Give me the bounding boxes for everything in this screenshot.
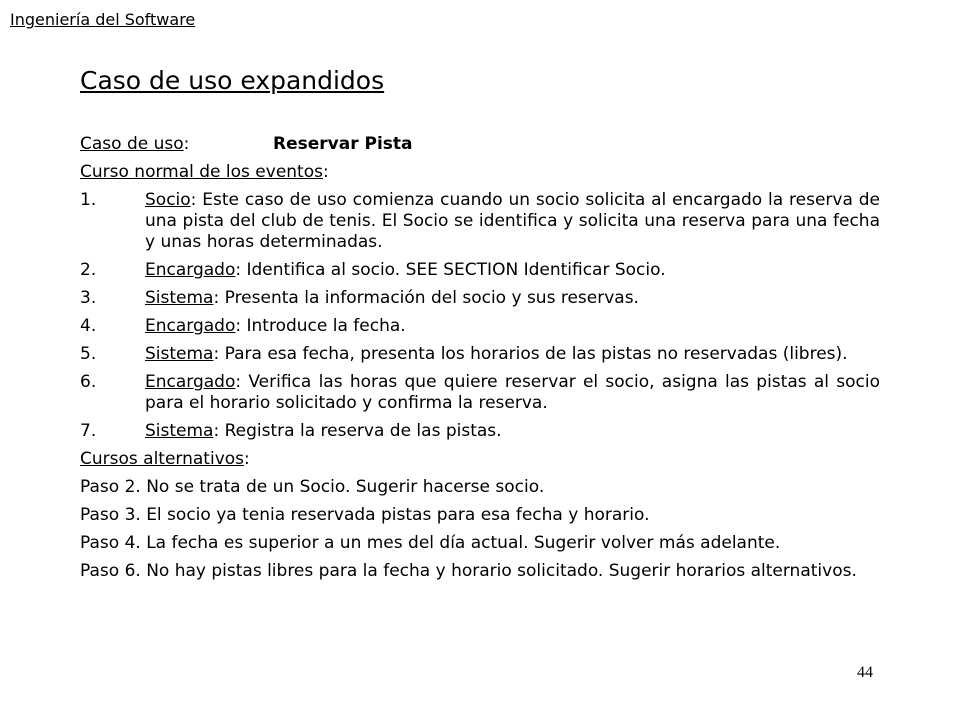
step-text: : Presenta la información del socio y sus reservas. [213, 288, 639, 308]
flow-step [80, 344, 880, 365]
use-case-label: Caso de uso [80, 134, 184, 154]
step-number: 7. [80, 421, 97, 441]
step-text: : Verifica las horas que quiere reservar el socio, asigna las pistas al socio para el horario solicitado y confirma la reserva. [145, 372, 880, 413]
use-case-colon: : [183, 134, 190, 154]
flow-step [80, 316, 880, 337]
page-title: Caso de uso expandidos [80, 66, 385, 95]
flow-step [80, 288, 880, 309]
step-text: : Identifica al socio. SEE SECTION Identificar Socio. [235, 260, 666, 280]
step-number: 3. [80, 288, 97, 308]
normal-flow-steps [80, 190, 880, 442]
step-number: 4. [80, 316, 97, 336]
step-actor: Sistema [145, 344, 214, 364]
alternative-item: Paso 3. El socio ya tenia reservada pistas para esa fecha y horario. [80, 505, 650, 525]
page-number: 44 [857, 664, 873, 681]
step-actor: Sistema [145, 421, 214, 441]
step-text: : Introduce la fecha. [235, 316, 406, 336]
step-text: : Este caso de uso comienza cuando un socio solicita al encargado la reserva de una pista del club de tenis. El Socio se identifica y solicita una reserva para una fecha y unas horas determinadas. [145, 190, 880, 252]
step-number: 6. [80, 372, 97, 392]
flow-step [80, 190, 880, 253]
use-case-name: Reservar Pista [273, 134, 413, 154]
normal-flow-heading [80, 162, 880, 183]
header-title: Ingeniería del Software [10, 10, 196, 29]
alternatives-heading [80, 449, 880, 470]
flow-step [80, 260, 880, 281]
step-number: 5. [80, 344, 97, 364]
normal-flow-colon: : [322, 162, 329, 182]
step-actor: Encargado [145, 372, 236, 392]
step-text: : Registra la reserva de las pistas. [213, 421, 502, 441]
alternative-item: Paso 6. No hay pistas libres para la fecha y horario solicitado. Sugerir horarios alternativos. [80, 561, 857, 581]
alternative-item: Paso 4. La fecha es superior a un mes del día actual. Sugerir volver más adelante. [80, 533, 781, 553]
alternative-item: Paso 2. No se trata de un Socio. Sugerir hacerse socio. [80, 477, 545, 497]
use-case-row [80, 134, 880, 155]
alternatives-colon: : [244, 449, 250, 469]
normal-flow-label: Curso normal de los eventos [80, 162, 323, 182]
document-body [80, 134, 880, 589]
alternatives-list [80, 477, 880, 582]
step-number: 2. [80, 260, 97, 280]
step-actor: Sistema [145, 288, 214, 308]
step-text: : Para esa fecha, presenta los horarios de las pistas no reservadas (libres). [213, 344, 848, 364]
step-actor: Encargado [145, 316, 236, 336]
step-actor: Socio [145, 190, 191, 210]
flow-step [80, 421, 880, 442]
step-actor: Encargado [145, 260, 236, 280]
step-number: 1. [80, 190, 97, 210]
alternatives-label: Cursos alternativos [80, 449, 245, 469]
flow-step [80, 372, 880, 414]
